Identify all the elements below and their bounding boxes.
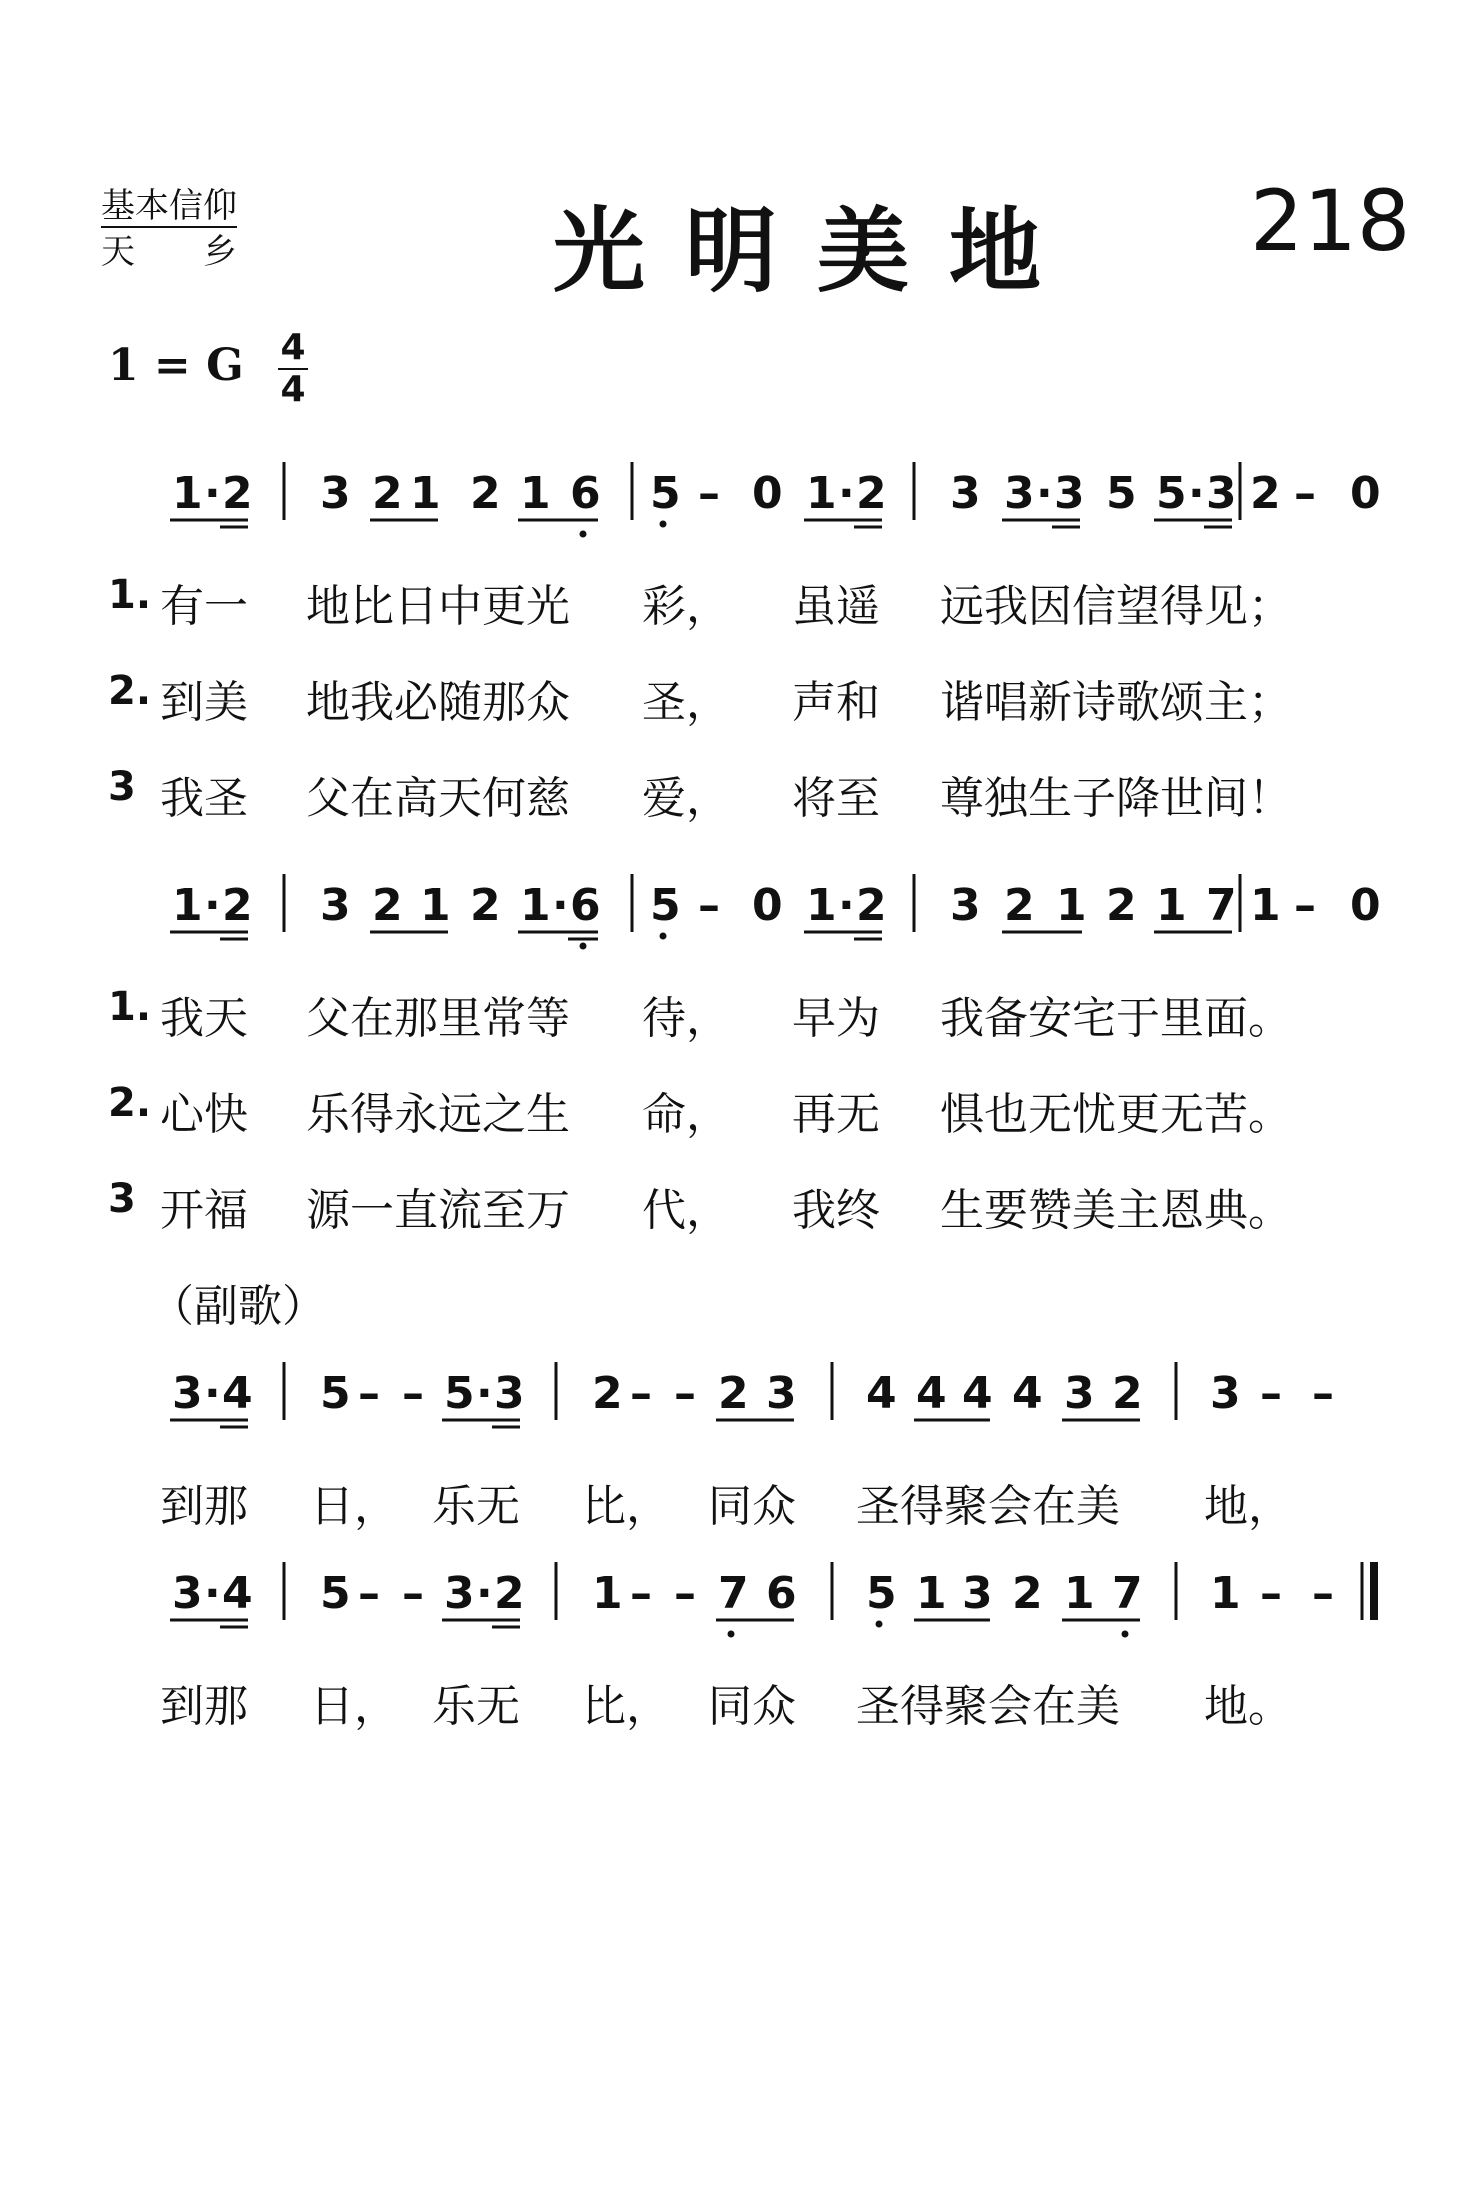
svg-text:1: 1: [520, 468, 551, 519]
svg-text:·: ·: [204, 1568, 221, 1619]
lyric-segment: 父在那里常等: [306, 993, 570, 1044]
svg-text:–: –: [1312, 1368, 1334, 1419]
svg-text:1: 1: [1210, 1568, 1241, 1619]
svg-text:0: 0: [752, 468, 783, 519]
svg-text:4: 4: [962, 1368, 993, 1419]
svg-text:·: ·: [204, 468, 221, 519]
svg-text:–: –: [1294, 880, 1316, 931]
lyric-segment: 爱，: [642, 773, 730, 824]
lyric-segment: 乐得永远之生: [306, 1089, 570, 1140]
svg-text:2: 2: [470, 880, 501, 931]
lyric-segment: 同众: [708, 1681, 796, 1732]
svg-text:7: 7: [1112, 1568, 1143, 1619]
svg-text:2: 2: [856, 880, 887, 931]
subcategory-label: 天 乡: [101, 232, 237, 272]
svg-text:5: 5: [650, 880, 681, 931]
svg-text:3: 3: [172, 1568, 203, 1619]
svg-text:–: –: [1260, 1368, 1282, 1419]
svg-text:–: –: [358, 1568, 380, 1619]
time-signature-top: 4: [280, 327, 306, 368]
svg-text:·: ·: [1036, 468, 1053, 519]
svg-text:5: 5: [444, 1368, 475, 1419]
lyric-segment: 源一直流至万: [306, 1185, 570, 1236]
hymn-title: 光明美地: [553, 197, 1082, 305]
lyric-segment: 惧也无忧更无苦。: [940, 1089, 1292, 1140]
svg-text:–: –: [630, 1568, 652, 1619]
svg-text:2: 2: [718, 1368, 749, 1419]
lyric-segment: 生要赞美主恩典。: [940, 1185, 1292, 1236]
lyric-segment: 命，: [642, 1089, 730, 1140]
svg-text:–: –: [630, 1368, 652, 1419]
lyric-segment: 地我必随那众: [306, 677, 570, 728]
lyric-segment: 乐无: [432, 1481, 520, 1532]
lyric-segment: 到那: [160, 1481, 248, 1532]
notation-chorus-2: [0, 1540, 1476, 1650]
svg-text:·: ·: [476, 1368, 493, 1419]
svg-text:2: 2: [1112, 1368, 1143, 1419]
lyric-segment: 地。: [1204, 1681, 1292, 1732]
svg-text:3: 3: [1210, 1368, 1241, 1419]
svg-text:4: 4: [222, 1368, 253, 1419]
svg-text:1: 1: [420, 880, 451, 931]
svg-text:0: 0: [1350, 468, 1381, 519]
lyric-segment: 代，: [642, 1185, 730, 1236]
lyric-segment: 远我因信望得见；: [940, 581, 1292, 632]
time-signature-bottom: 4: [280, 369, 306, 410]
svg-text:·: ·: [204, 880, 221, 931]
lyric-segment: 开福: [160, 1185, 248, 1236]
svg-text:2: 2: [592, 1368, 623, 1419]
category-label: 基本信仰: [101, 186, 237, 226]
notation-line-2: [0, 852, 1476, 962]
svg-text:1: 1: [172, 880, 203, 931]
svg-text:3: 3: [320, 880, 351, 931]
svg-text:2: 2: [494, 1568, 525, 1619]
svg-text:3: 3: [1064, 1368, 1095, 1419]
chorus-label: （副歌）: [150, 1281, 326, 1332]
svg-text:·: ·: [838, 468, 855, 519]
svg-text:2: 2: [372, 468, 403, 519]
lyric-segment: 父在高天何慈: [306, 773, 570, 824]
time-signature: [278, 327, 308, 410]
svg-text:2: 2: [856, 468, 887, 519]
svg-text:2: 2: [222, 468, 253, 519]
lyric-segment: 日，: [310, 1481, 398, 1532]
hymn-number: 218: [1250, 172, 1411, 270]
svg-text:3: 3: [1206, 468, 1237, 519]
svg-text:0: 0: [752, 880, 783, 931]
svg-text:4: 4: [1012, 1368, 1043, 1419]
svg-text:2: 2: [470, 468, 501, 519]
lyric-segment: 有一: [160, 581, 248, 632]
svg-text:3: 3: [494, 1368, 525, 1419]
svg-text:–: –: [1294, 468, 1316, 519]
svg-text:–: –: [674, 1568, 696, 1619]
svg-text:6: 6: [570, 880, 601, 931]
svg-text:1: 1: [916, 1568, 947, 1619]
svg-text:5: 5: [650, 468, 681, 519]
lyric-segment: 圣得聚会在美: [856, 1481, 1120, 1532]
lyric-segment: 到美: [160, 677, 248, 728]
svg-text:1: 1: [172, 468, 203, 519]
svg-text:–: –: [698, 880, 720, 931]
svg-text:1: 1: [410, 468, 441, 519]
svg-text:3: 3: [766, 1368, 797, 1419]
svg-text:2: 2: [1004, 880, 1035, 931]
svg-text:·: ·: [204, 1368, 221, 1419]
lyric-segment: 日，: [310, 1681, 398, 1732]
verse-number: 2.: [108, 1080, 152, 1126]
verse-number: 3: [108, 1176, 136, 1222]
notation-chorus-1: [0, 1340, 1476, 1450]
svg-text:7: 7: [1206, 880, 1237, 931]
svg-text:·: ·: [476, 1568, 493, 1619]
svg-text:5: 5: [320, 1568, 351, 1619]
lyric-segment: 待，: [642, 993, 730, 1044]
svg-text:–: –: [698, 468, 720, 519]
svg-text:5: 5: [320, 1368, 351, 1419]
svg-text:–: –: [1312, 1568, 1334, 1619]
lyric-segment: 圣，: [642, 677, 730, 728]
svg-text:1: 1: [520, 880, 551, 931]
svg-text:1: 1: [806, 468, 837, 519]
verse-number: 1.: [108, 572, 152, 618]
svg-text:1: 1: [1250, 880, 1281, 931]
lyric-segment: 再无: [792, 1089, 880, 1140]
lyric-segment: 谐唱新诗歌颂主；: [940, 677, 1292, 728]
lyric-segment: 地，: [1204, 1481, 1292, 1532]
lyric-segment: 比，: [582, 1681, 670, 1732]
svg-text:4: 4: [916, 1368, 947, 1419]
lyric-segment: 将至: [792, 773, 880, 824]
lyric-segment: 到那: [160, 1681, 248, 1732]
svg-text:1: 1: [1064, 1568, 1095, 1619]
svg-text:0: 0: [1350, 880, 1381, 931]
svg-text:3: 3: [1054, 468, 1085, 519]
verse-number: 2.: [108, 668, 152, 714]
svg-text:7: 7: [718, 1568, 749, 1619]
svg-text:6: 6: [570, 468, 601, 519]
notation-line-1: [0, 440, 1476, 550]
svg-text:2: 2: [1012, 1568, 1043, 1619]
verse-number: 3: [108, 764, 136, 810]
svg-text:3: 3: [444, 1568, 475, 1619]
svg-text:3: 3: [1004, 468, 1035, 519]
svg-text:5: 5: [1156, 468, 1187, 519]
lyric-segment: 早为: [792, 993, 880, 1044]
lyric-segment: 比，: [582, 1481, 670, 1532]
lyric-segment: 尊独生子降世间！: [940, 773, 1292, 824]
svg-text:1: 1: [806, 880, 837, 931]
svg-text:3: 3: [172, 1368, 203, 1419]
svg-text:1: 1: [1056, 880, 1087, 931]
lyric-segment: 我备安宅于里面。: [940, 993, 1292, 1044]
svg-text:5: 5: [1106, 468, 1137, 519]
svg-text:2: 2: [372, 880, 403, 931]
lyric-segment: 彩，: [642, 581, 730, 632]
lyric-segment: 同众: [708, 1481, 796, 1532]
svg-text:·: ·: [1188, 468, 1205, 519]
svg-text:1: 1: [1156, 880, 1187, 931]
svg-text:2: 2: [1250, 468, 1281, 519]
lyric-segment: 地比日中更光: [306, 581, 570, 632]
lyric-segment: 我圣: [160, 773, 248, 824]
svg-text:–: –: [674, 1368, 696, 1419]
svg-text:–: –: [402, 1368, 424, 1419]
lyric-segment: 乐无: [432, 1681, 520, 1732]
svg-text:3: 3: [950, 880, 981, 931]
svg-text:·: ·: [552, 880, 569, 931]
svg-text:3: 3: [320, 468, 351, 519]
lyric-segment: 声和: [792, 677, 880, 728]
svg-text:3: 3: [950, 468, 981, 519]
lyric-segment: 心快: [160, 1089, 248, 1140]
lyric-segment: 圣得聚会在美: [856, 1681, 1120, 1732]
svg-text:4: 4: [222, 1568, 253, 1619]
svg-text:5: 5: [866, 1568, 897, 1619]
lyric-segment: 我终: [792, 1185, 880, 1236]
verse-number: 1.: [108, 984, 152, 1030]
svg-text:4: 4: [866, 1368, 897, 1419]
svg-text:6: 6: [766, 1568, 797, 1619]
lyric-segment: 虽遥: [792, 581, 880, 632]
svg-text:1: 1: [592, 1568, 623, 1619]
svg-text:–: –: [358, 1368, 380, 1419]
svg-text:2: 2: [222, 880, 253, 931]
svg-text:·: ·: [838, 880, 855, 931]
lyric-segment: 我天: [160, 993, 248, 1044]
svg-text:3: 3: [962, 1568, 993, 1619]
svg-text:2: 2: [1106, 880, 1137, 931]
svg-text:–: –: [1260, 1568, 1282, 1619]
key-signature: 1 = G: [108, 340, 244, 391]
svg-text:–: –: [402, 1568, 424, 1619]
